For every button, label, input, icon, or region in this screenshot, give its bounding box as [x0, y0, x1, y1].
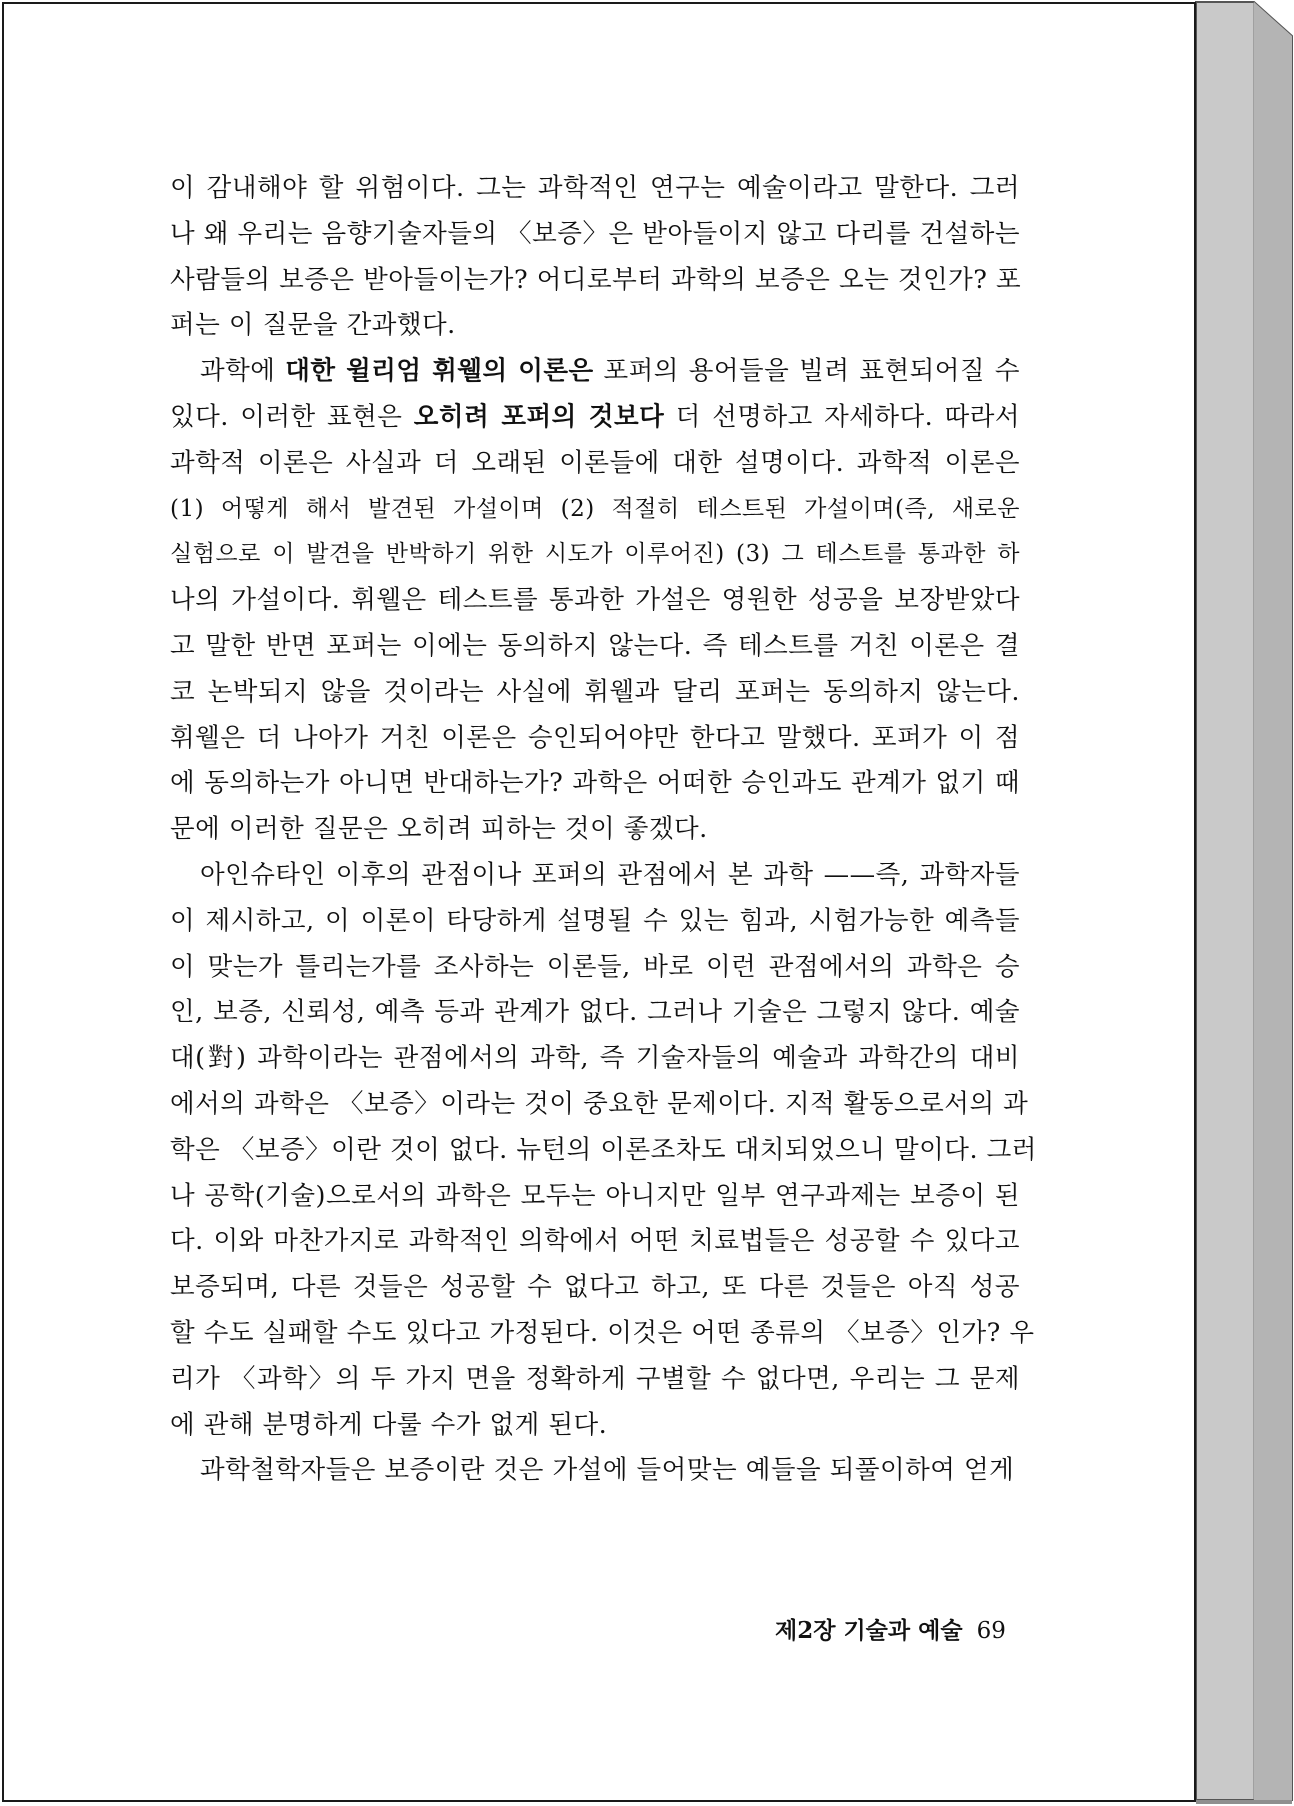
text-line: 문에 이러한 질문은 오히려 피하는 것이 좋겠다. [170, 814, 708, 845]
text-line: 나 왜 우리는 음향기술자들의 〈보증〉은 받아들이지 않고 다리를 건설하는 [170, 218, 1020, 249]
page-footer [775, 1612, 1006, 1645]
bold-text-segment: 대한 윌리엄 휘웰의 이론은 [285, 356, 594, 387]
text-line [170, 395, 1020, 441]
text-line: 과학철학자들은 보증이란 것은 가설에 들어맞는 예들을 되풀이하여 얻게 [200, 1455, 1015, 1486]
text-line: 나 공학(기술)으로서의 과학은 모두는 아니지만 일부 연구과제는 보증이 된 [170, 1180, 1020, 1211]
text-line: 이 감내해야 할 위험이다. 그는 과학적인 연구는 예술이라고 말한다. 그러 [170, 173, 1020, 203]
text-line: 휘웰은 더 나아가 거친 이론은 승인되어야만 한다고 말했다. 포퍼가 이 점 [170, 722, 1020, 753]
bold-text-segment: 오히려 포퍼의 것보다 [413, 401, 665, 432]
text-line: 실험으로 이 발견을 반박하기 위한 시도가 이루어진) (3) 그 테스트를 통과한 하 [170, 541, 1020, 568]
text-line: 사람들의 보증은 받아들이는가? 어디로부터 과학의 보증은 오는 것인가? 포 [170, 264, 1022, 295]
chapter-title: 제2장 기술과 예술 [775, 1617, 963, 1644]
text-line: 코 논박되지 않을 것이라는 사실에 휘웰과 달리 포퍼는 동의하지 않는다. [170, 676, 1020, 707]
text-line [170, 349, 1020, 395]
text-line: 학은 〈보증〉이란 것이 없다. 뉴턴의 이론조차도 대치되었으니 말이다. 그러 [170, 1134, 1037, 1165]
text-line: 아인슈타인 이후의 관점이나 포퍼의 관점에서 본 과학 ——즉, 과학자들 [200, 859, 1020, 890]
text-line: (1) 어떻게 해서 발견된 가설이며 (2) 적절히 테스트된 가설이며(즉, 새로운 [170, 495, 1020, 522]
text-line: 인, 보증, 신뢰성, 예측 등과 관계가 없다. 그러나 기술은 그렇지 않다. 예술 [170, 997, 1020, 1028]
text-segment: 과학에 [200, 356, 286, 387]
text-line: 다. 이와 마찬가지로 과학적인 의학에서 어떤 치료법들은 성공할 수 있다고 [170, 1226, 1020, 1257]
page-number: 69 [976, 1618, 1006, 1644]
text-line: 리가 〈과학〉의 두 가지 면을 정확하게 구별할 수 없다면, 우리는 그 문제 [170, 1363, 1020, 1394]
text-line: 과학적 이론은 사실과 더 오래된 이론들에 대한 설명이다. 과학적 이론은 [170, 447, 1020, 478]
text-line: 고 말한 반면 포퍼는 이에는 동의하지 않는다. 즉 테스트를 거친 이론은 결 [170, 630, 1020, 661]
text-line: 이 맞는가 틀리는가를 조사하는 이론들, 바로 이런 관점에서의 과학은 승 [170, 951, 1020, 982]
text-line: 에 관해 분명하게 다룰 수가 없게 된다. [170, 1409, 608, 1440]
text-segment: 포퍼의 용어들을 빌려 표현되어질 수 [593, 356, 1020, 387]
page-body-text [170, 166, 1037, 1494]
text-line: 보증되며, 다른 것들은 성공할 수 없다고 하고, 또 다른 것들은 아직 성공 [170, 1272, 1020, 1303]
text-segment: 있다. 이러한 표현은 [170, 401, 414, 432]
text-line: 대(對) 과학이라는 관점에서의 과학, 즉 기술자들의 예술과 과학간의 대비 [170, 1043, 1020, 1074]
text-line: 에 동의하는가 아니면 반대하는가? 과학은 어떠한 승인과도 관계가 없기 때 [170, 768, 1020, 799]
page-stack-edge [1194, 0, 1294, 1806]
text-segment: 더 선명하고 자세하다. 따라서 [664, 401, 1020, 432]
text-line: 나의 가설이다. 휘웰은 테스트를 통과한 가설은 영원한 성공을 보장받았다 [170, 585, 1020, 616]
text-line: 에서의 과학은 〈보증〉이라는 것이 중요한 문제이다. 지적 활동으로서의 과 [170, 1088, 1029, 1119]
text-line: 퍼는 이 질문을 간과했다. [170, 310, 456, 341]
text-line: 이 제시하고, 이 이론이 타당하게 설명될 수 있는 힘과, 시험가능한 예측들 [170, 905, 1020, 936]
text-line: 할 수도 실패할 수도 있다고 가정된다. 이것은 어떤 종류의 〈보증〉인가? 우 [170, 1317, 1035, 1348]
